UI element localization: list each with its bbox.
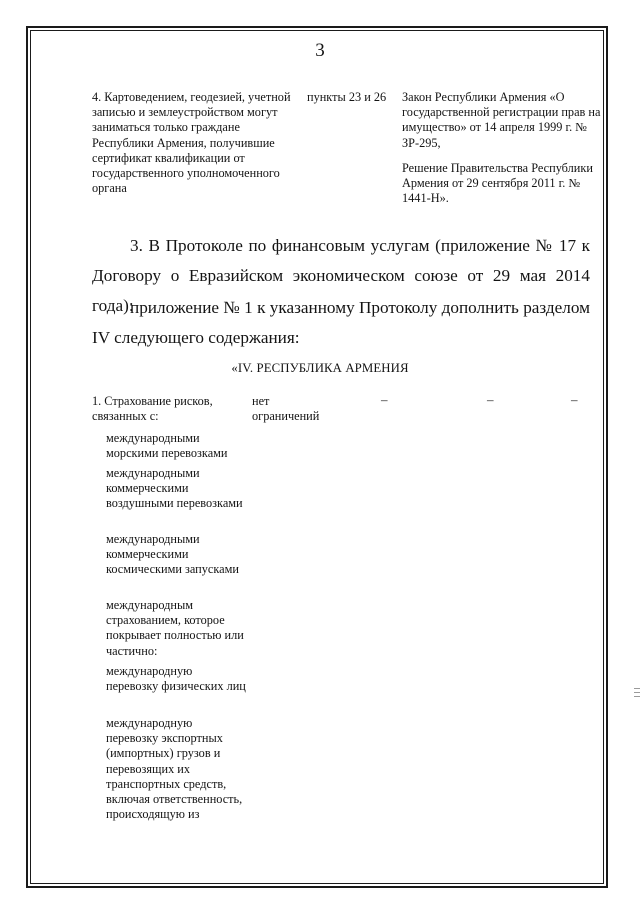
- scan-edge-mark: [634, 692, 640, 693]
- dash-column-3: –: [381, 392, 388, 407]
- row4-source-law: Закон Республики Армения «О государственной регистрации прав на имущество» от 14 апреля 1999 г. № ЗР-295,: [402, 90, 601, 150]
- insurance-item-air: международными коммерческими воздушными перевозками: [106, 466, 243, 511]
- insurance-item-persons: международную перевозку физических лиц: [106, 664, 246, 694]
- page-number: 3: [315, 40, 325, 61]
- insurance-restriction: нет ограничений: [252, 394, 320, 424]
- paragraph-protocol: 3. В Протоколе по финансовым услугам (приложение № 17 к Договору о Евразийском экономическом союзе от 29 мая 2014 года):: [92, 236, 590, 315]
- dash-column-4: –: [487, 392, 494, 407]
- row4-points: пункты 23 и 26: [307, 90, 387, 104]
- scan-edge-mark: [634, 696, 640, 697]
- row4-sources: [402, 90, 602, 206]
- insurance-heading: 1. Страхование рисков, связанных с:: [92, 394, 213, 424]
- insurance-item-sea: международными морскими перевозками: [106, 431, 228, 461]
- paragraph-appendix: приложение № 1 к указанному Протоколу дополнить разделом IV следующего содержания:: [92, 298, 590, 347]
- insurance-item-space: международными коммерческими космическими запусками: [106, 532, 239, 577]
- row4-description: 4. Картоведением, геодезией, учетной записью и землеустройством могут заниматься только граждане Республики Армения, получившие сертификат квалификации от государственного уполномоченного органа: [92, 90, 291, 196]
- section-title: «IV. РЕСПУБЛИКА АРМЕНИЯ: [231, 361, 409, 375]
- dash-column-5: –: [571, 392, 578, 407]
- scan-edge-mark: [634, 688, 640, 689]
- row4-source-decision: Решение Правительства Республики Армения от 29 сентября 2011 г. № 1441-Н».: [402, 160, 593, 206]
- insurance-item-international: международным страхованием, которое покрывает полностью или частично:: [106, 598, 244, 658]
- insurance-item-cargo: международную перевозку экспортных (импортных) грузов и перевозящих их транспортных средств, включая ответственность, происходящую из: [106, 716, 243, 822]
